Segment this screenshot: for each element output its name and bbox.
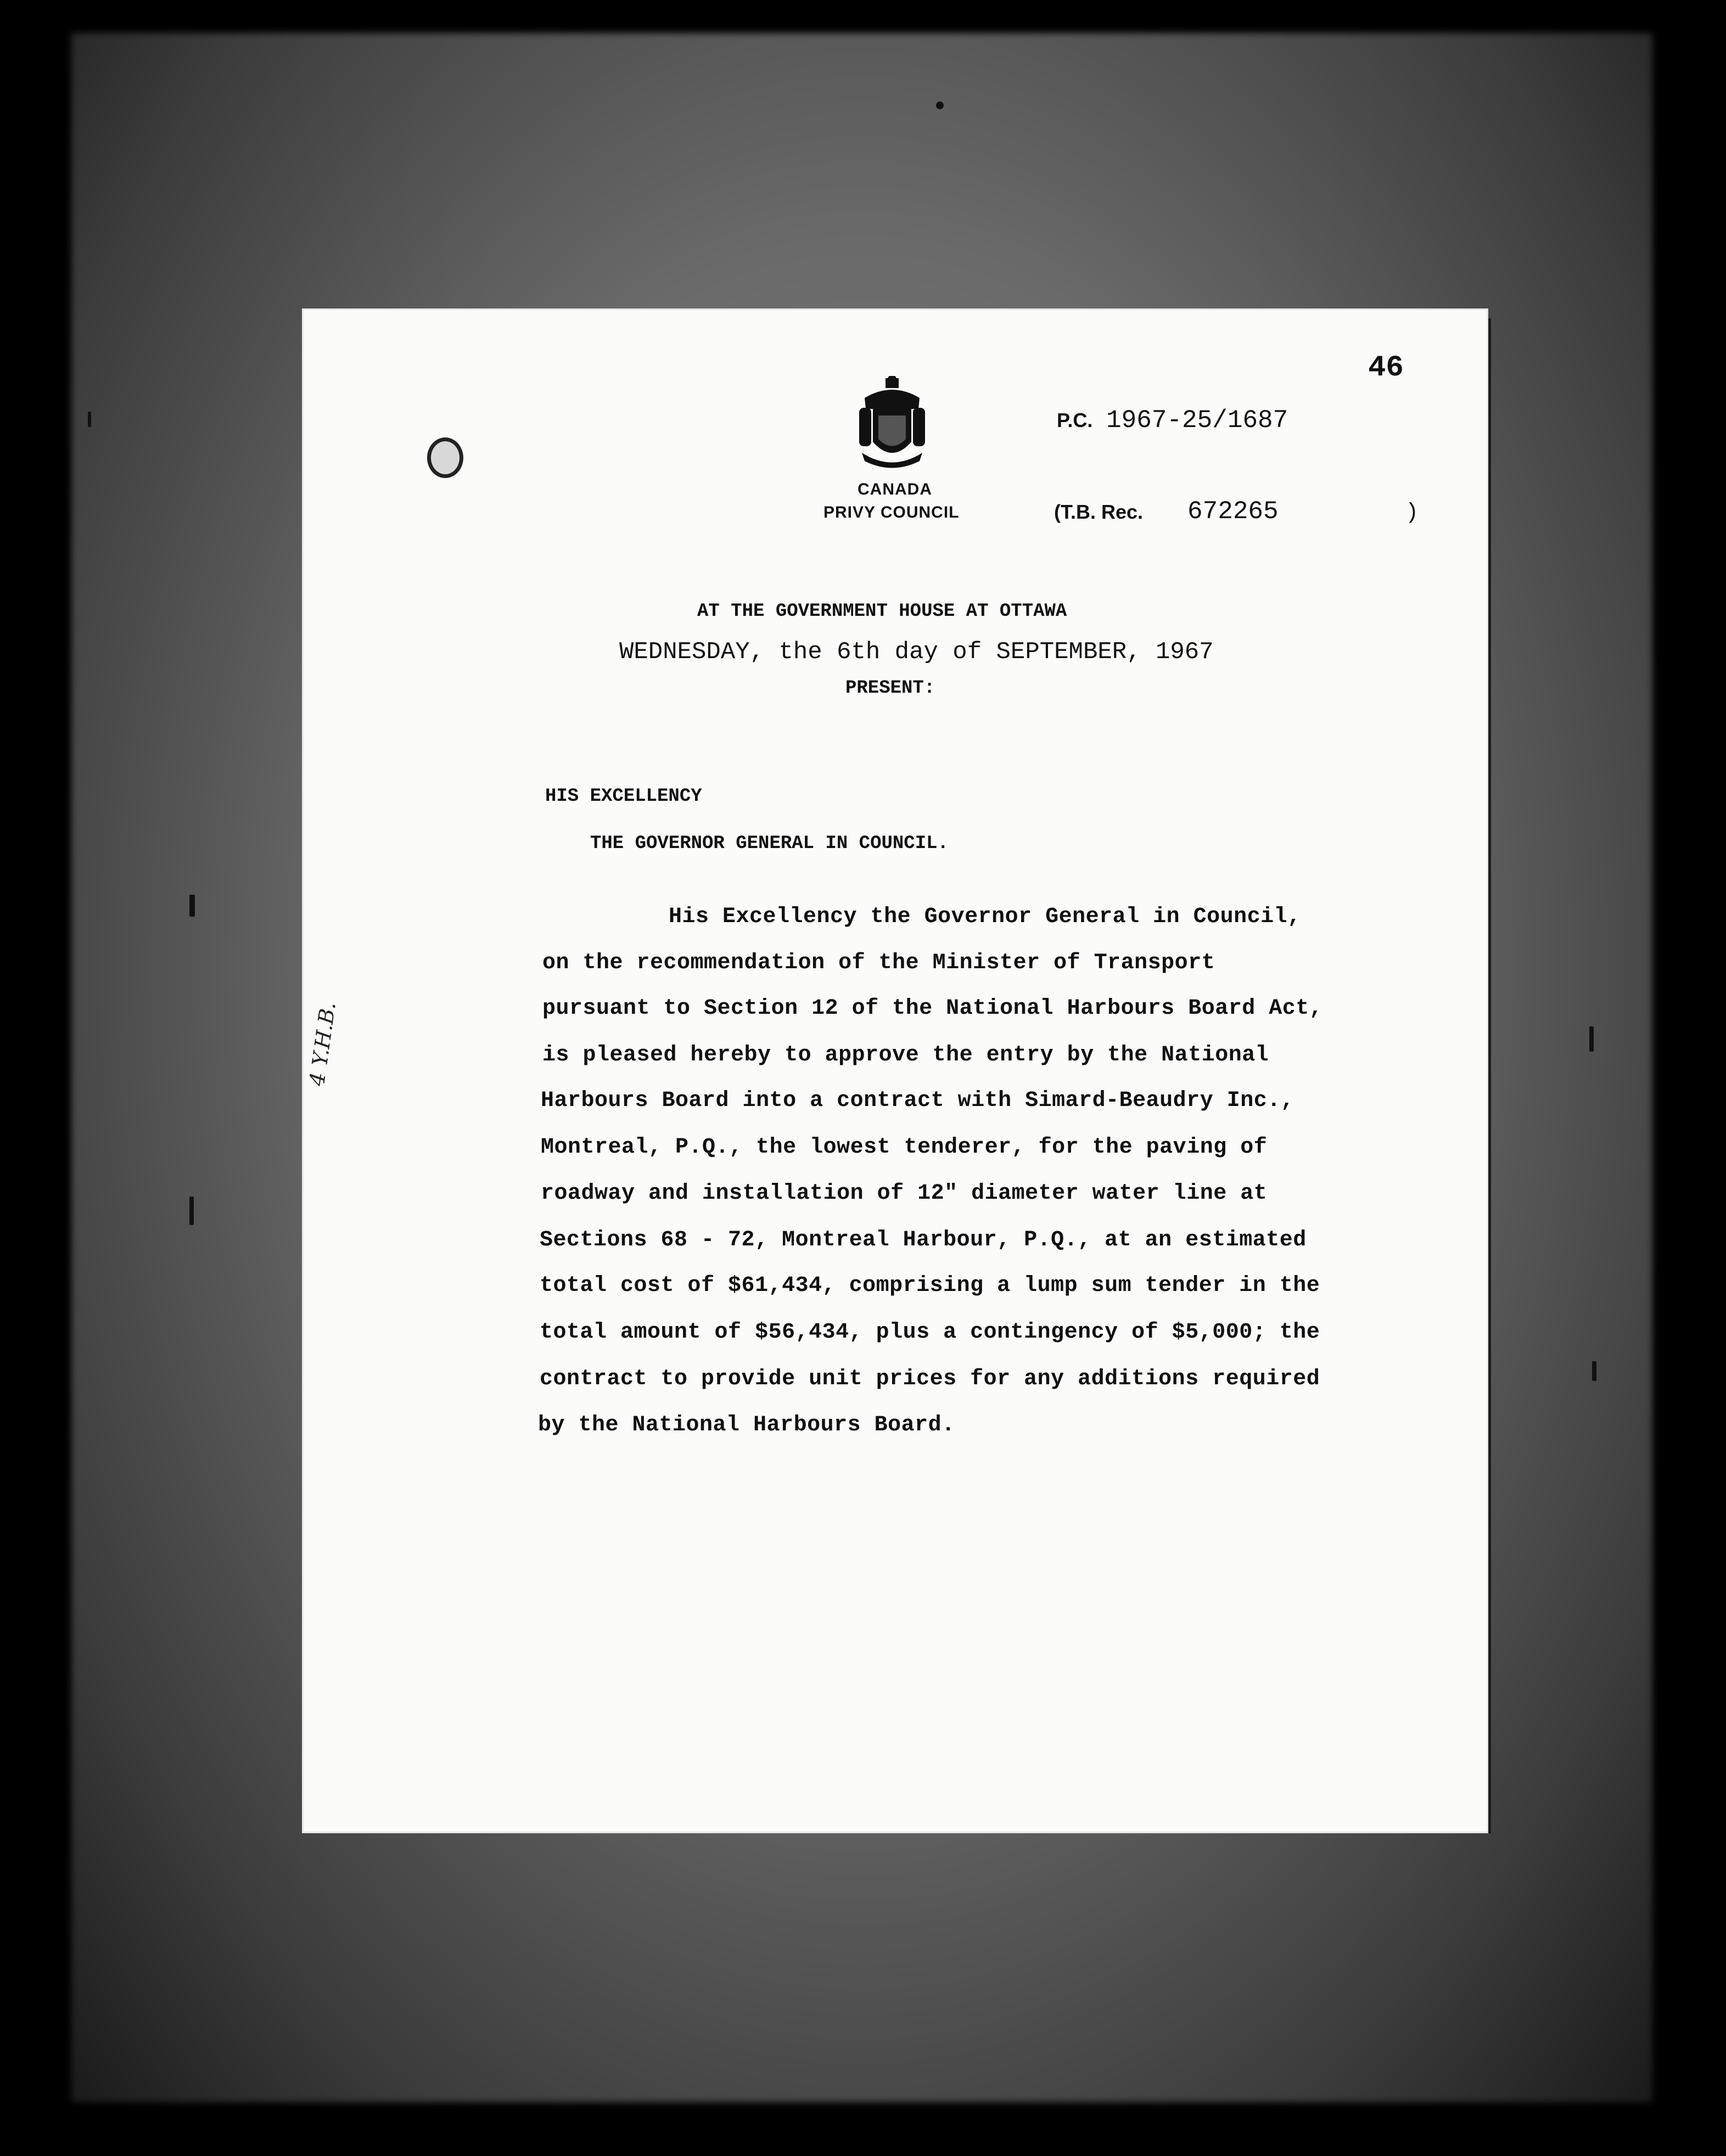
film-speck [88,412,91,427]
crest-caption-privy-council: PRIVY COUNCIL [823,503,960,521]
film-speck [936,102,944,109]
film-speck [1592,1361,1596,1381]
punch-hole [427,437,463,478]
heading-present: PRESENT: [845,678,935,699]
body-line: on the recommendation of the Minister of Transport [542,951,1215,975]
tb-close-paren: ) [1405,501,1419,525]
tb-prefix: (T.B. Rec. [1054,501,1144,523]
body-line: His Excellency the Governor General in Council, [669,905,1301,929]
pc-number: 1967-25/1687 [1106,406,1288,435]
document-page [304,310,1487,1832]
body-line: roadway and installation of 12" diameter water line at [541,1181,1268,1206]
body-line: Sections 68 - 72, Montreal Harbour, P.Q., at an estimated [540,1228,1307,1253]
body-line: total amount of $56,434, plus a contingency of $5,000; the [540,1320,1320,1345]
film-speck [189,895,195,917]
pc-prefix: P.C. [1057,409,1093,431]
heading-date: WEDNESDAY, the 6th day of SEPTEMBER, 1967 [619,638,1214,666]
coat-of-arms-icon [854,376,931,475]
body-line: is pleased hereby to approve the entry by the National [542,1043,1269,1068]
heading-location: AT THE GOVERNMENT HOUSE AT OTTAWA [697,601,1067,622]
body-line: Montreal, P.Q., the lowest tenderer, for the paving of [541,1135,1268,1160]
margin-handwritten-note: 4 Y.H.B. [305,1000,340,1088]
body-line: total cost of $61,434, comprising a lump sum tender in the [540,1273,1320,1298]
salutation-his-excellency: HIS EXCELLENCY [545,786,702,807]
body-line: pursuant to Section 12 of the National Harbours Board Act, [542,996,1323,1021]
crest-caption-canada: CANADA [858,480,932,498]
body-line: Harbours Board into a contract with Simard-Beaudry Inc., [541,1088,1294,1113]
film-speck [1589,1026,1594,1052]
tb-number: 672265 [1187,497,1279,526]
salutation-governor-general: THE GOVERNOR GENERAL IN COUNCIL. [590,833,949,854]
page-number: 46 [1368,351,1404,385]
body-line: by the National Harbours Board. [538,1413,955,1438]
film-speck [189,1197,194,1225]
body-line: contract to provide unit prices for any additions required [540,1367,1320,1391]
